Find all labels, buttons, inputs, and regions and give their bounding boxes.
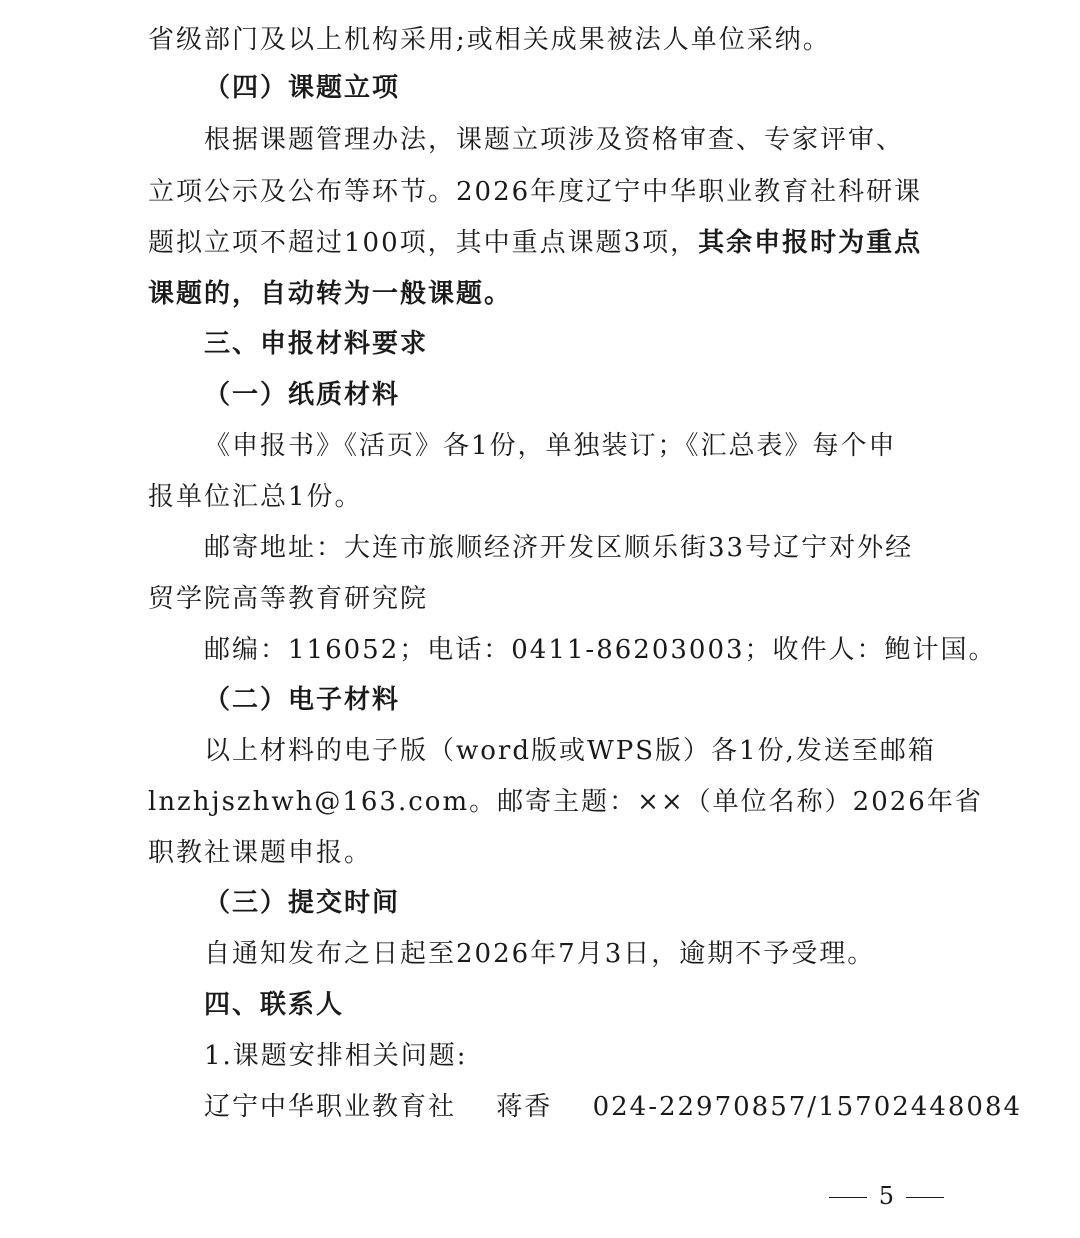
contact-line bbox=[204, 1085, 1023, 1129]
page-number-dash-right bbox=[906, 1197, 944, 1198]
paragraph-line: 立项公示及公布等环节。2026年度辽宁中华职业教育社科研课 bbox=[148, 177, 923, 207]
paragraph-line: 报单位汇总1份。 bbox=[148, 482, 363, 512]
postal-phone-recipient-line: 邮编：116052；电话：0411-86203003；收件人：鲍计国。 bbox=[204, 635, 997, 665]
email-subject-line: lnzhjszhwh@163.com。邮寄主题：××（单位名称）2026年省 bbox=[148, 787, 983, 817]
section-heading-contacts: 四、联系人 bbox=[204, 990, 345, 1020]
paragraph-line: 以上材料的电子版（word版或WPS版）各1份,发送至邮箱 bbox=[204, 736, 936, 766]
paragraph-line: 职教社课题申报。 bbox=[148, 838, 373, 868]
page-number-value: 5 bbox=[878, 1182, 894, 1210]
section-heading-material-requirements: 三、申报材料要求 bbox=[204, 329, 429, 359]
bold-emphasis-line: 课题的，自动转为一般课题。 bbox=[148, 279, 513, 309]
paragraph-line: 自通知发布之日起至2026年7月3日，逾期不予受理。 bbox=[204, 939, 876, 969]
subsection-heading-submission-time: （三）提交时间 bbox=[204, 888, 401, 918]
contact-phone: 024-22970857/15702448084 bbox=[592, 1092, 1023, 1122]
bold-emphasis-text: 其余申报时为重点 bbox=[698, 228, 923, 258]
subsection-heading-electronic-materials: （二）电子材料 bbox=[204, 685, 401, 715]
paragraph-line: 根据课题管理办法，课题立项涉及资格审查、专家评审、 bbox=[204, 125, 905, 155]
contact-name: 蒋香 bbox=[496, 1092, 553, 1122]
paragraph-line: 《申报书》《活页》各1份，单独装订；《汇总表》每个申 bbox=[204, 431, 897, 461]
page-number-dash-left bbox=[829, 1197, 867, 1198]
mailing-address-line: 贸学院高等教育研究院 bbox=[148, 584, 429, 614]
contact-organization: 辽宁中华职业教育社 bbox=[204, 1092, 457, 1122]
paragraph-line: 省级部门及以上机构采用;或相关成果被法人单位采纳。 bbox=[148, 25, 831, 55]
paragraph-line: 1.课题安排相关问题: bbox=[204, 1041, 468, 1071]
paragraph-line-mixed bbox=[148, 221, 948, 265]
mailing-address-line: 邮寄地址：大连市旅顺经济开发区顺乐街33号辽宁对外经 bbox=[204, 533, 914, 563]
paragraph-text: 题拟立项不超过100项，其中重点课题3项， bbox=[148, 228, 699, 258]
subsection-heading-project-approval: （四）课题立项 bbox=[204, 73, 401, 103]
subsection-heading-paper-materials: （一）纸质材料 bbox=[204, 380, 401, 410]
page-number bbox=[829, 1178, 944, 1214]
